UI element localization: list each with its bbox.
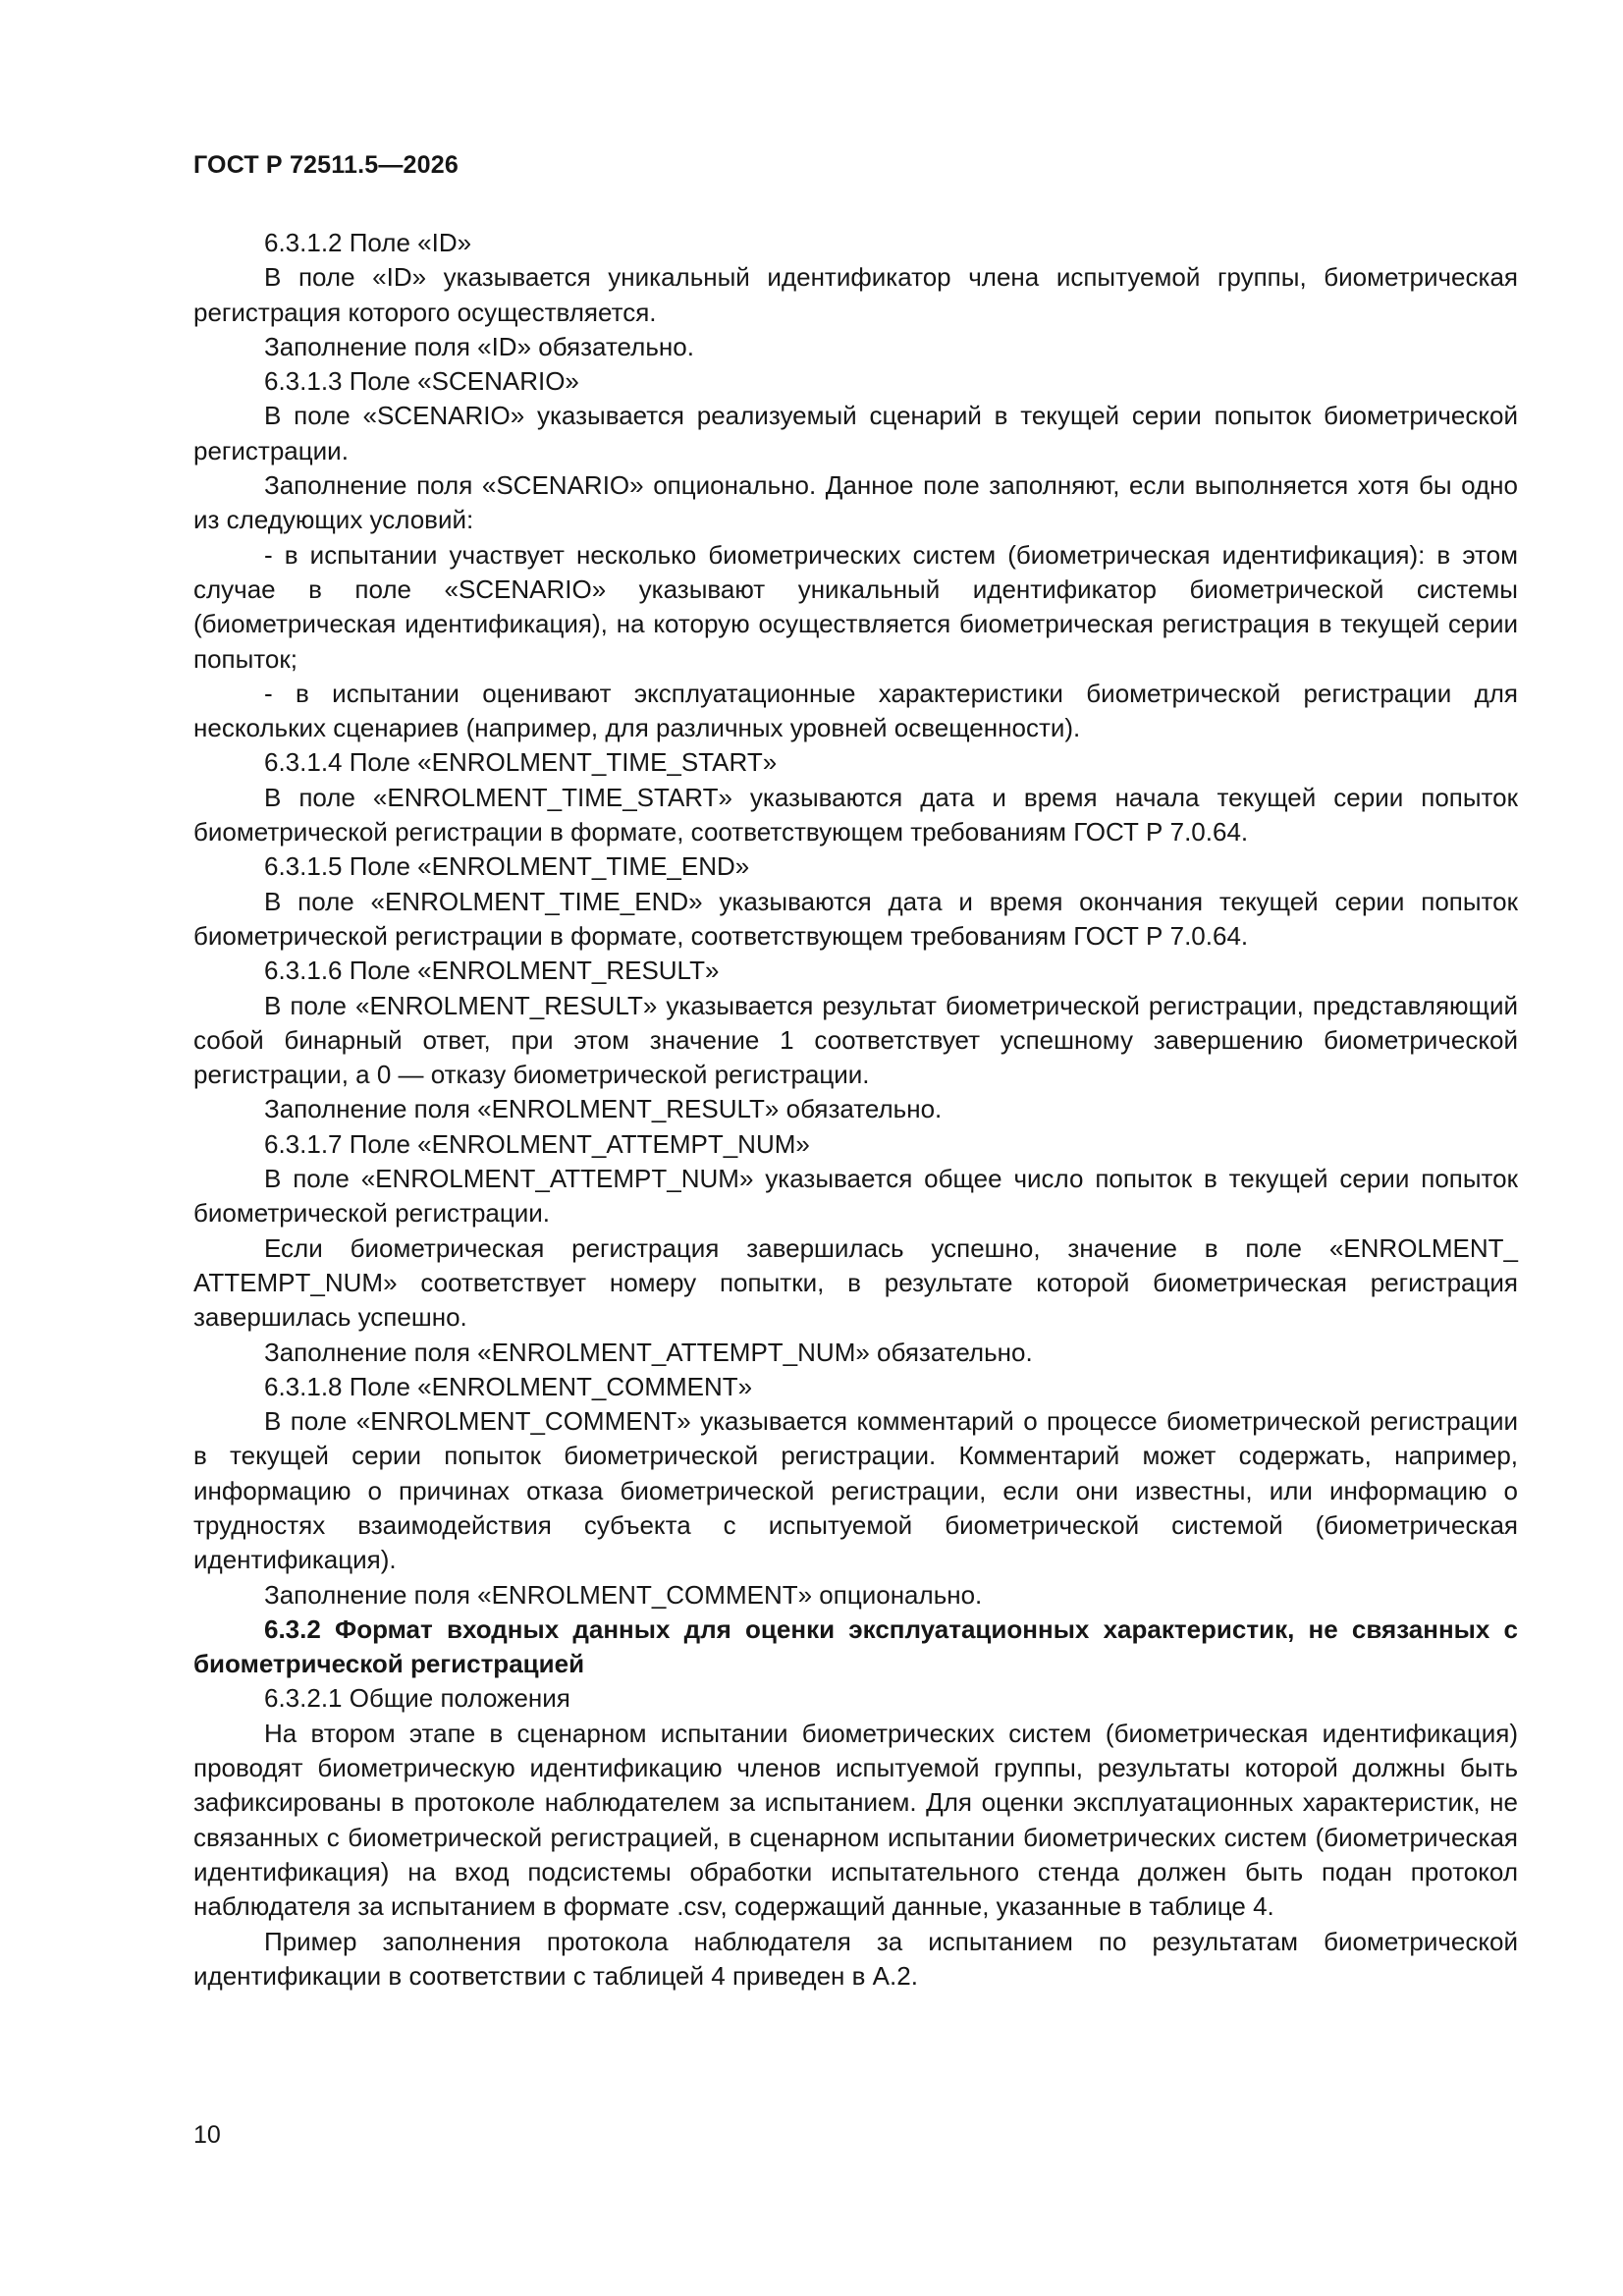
paragraph: В поле «ENROLMENT_COMMENT» указывается комментарий о процессе биометрической регистрации в текущей серии попыток биометрической регистрации. Комментарий может содержать, например, информацию о причинах отказа биометрической регистрации, если они известны, или информацию о трудностях взаимодействия субъекта с испытуемой биометрической системой (биометрическая идентификация). bbox=[193, 1406, 1518, 1575]
paragraph: 6.3.1.8 Поле «ENROLMENT_COMMENT» bbox=[264, 1371, 753, 1401]
paragraph: На втором этапе в сценарном испытании биометрических систем (биометрическая идентификация) проводят биометрическую идентификацию членов испытуемой группы, результаты которой должны быть зафиксированы в протоколе наблюдателем за испытанием. Для оценки эксплуатационных характеристик, не связанных с биометрической регистрацией, в сценарном испытании биометрических систем (биометрическая идентификация) на вход подсистемы обработки испытательного стенда должен быть подан протокол наблюдателя за испытанием в формате .csv, содержащий данные, указанные в таблице 4. bbox=[193, 1718, 1518, 1922]
paragraph: 6.3.1.6 Поле «ENROLMENT_RESULT» bbox=[264, 956, 720, 986]
paragraph: Пример заполнения протокола наблюдателя за испытанием по результатам биометрической идентификации в соответствии с таблицей 4 приведен в А.2. bbox=[193, 1926, 1518, 1991]
paragraph: 6.3.1.7 Поле «ENROLMENT_ATTEMPT_NUM» bbox=[264, 1128, 810, 1159]
paragraph: Заполнение поля «ID» обязательно. bbox=[264, 331, 694, 361]
paragraph: 6.3.1.2 Поле «ID» bbox=[264, 228, 472, 257]
section-heading: 6.3.2 Формат входных данных для оценки эксплуатационных характеристик, не связанных с биометрической регистрацией bbox=[193, 1613, 1518, 1679]
paragraph: Заполнение поля «ENROLMENT_COMMENT» опционально. bbox=[264, 1579, 983, 1610]
list-item: - в испытании участвует несколько биометрических систем (биометрическая идентификация): в этом случае в поле «SCENARIO» указывают уникальный идентификатор биометрической системы (биометрическая идентификация), на которую осуществляется биометрическая регистрация в текущей серии попыток; bbox=[193, 539, 1518, 674]
document-body bbox=[193, 226, 1518, 1994]
paragraph: В поле «SCENARIO» указывается реализуемый сценарий в текущей серии попыток биометрической регистрации. bbox=[193, 401, 1518, 465]
paragraph: В поле «ID» указывается уникальный идентификатор члена испытуемой группы, биометрическая регистрация которого осуществляется. bbox=[193, 262, 1518, 327]
paragraph: 6.3.2.1 Общие положения bbox=[264, 1683, 570, 1714]
paragraph: В поле «ENROLMENT_ATTEMPT_NUM» указывается общее число попыток в текущей серии попыток биометрической регистрации. bbox=[193, 1164, 1518, 1229]
paragraph: 6.3.1.5 Поле «ENROLMENT_TIME_END» bbox=[264, 851, 750, 882]
paragraph: В поле «ENROLMENT_TIME_END» указываются дата и время окончания текущей серии попыток биометрической регистрации в формате, соответствующем требованиям ГОСТ Р 7.0.64. bbox=[193, 886, 1518, 951]
paragraph: Если биометрическая регистрация завершилась успешно, значение в поле «ENROLMENT_ ATTEMPT_NUM» соответствует номеру попытки, в результате которой биометрическая регистрация завершилась успешно. bbox=[193, 1232, 1518, 1333]
paragraph: Заполнение поля «ENROLMENT_RESULT» обязательно. bbox=[264, 1094, 943, 1124]
document-header: ГОСТ Р 72511.5—2026 bbox=[193, 151, 459, 179]
paragraph: 6.3.1.4 Поле «ENROLMENT_TIME_START» bbox=[264, 747, 778, 778]
paragraph: В поле «ENROLMENT_TIME_START» указываются дата и время начала текущей серии попыток биометрической регистрации в формате, соответствующем требованиям ГОСТ Р 7.0.64. bbox=[193, 782, 1518, 847]
paragraph: В поле «ENROLMENT_RESULT» указывается результат биометрической регистрации, представляющий собой бинарный ответ, при этом значение 1 соответствует успешному завершению биометрической регистрации, а 0 — отказу биометрической регистрации. bbox=[193, 990, 1518, 1090]
paragraph: Заполнение поля «SCENARIO» опционально. Данное поле заполняют, если выполняется хотя бы одно из следующих условий: bbox=[193, 470, 1518, 535]
page-number: 10 bbox=[193, 2121, 221, 2149]
paragraph: 6.3.1.3 Поле «SCENARIO» bbox=[264, 366, 579, 397]
paragraph: Заполнение поля «ENROLMENT_ATTEMPT_NUM» обязательно. bbox=[264, 1337, 1033, 1367]
list-item: - в испытании оценивают эксплуатационные характеристики биометрической регистрации для нескольких сценариев (например, для различных уровней освещенности). bbox=[193, 678, 1518, 743]
